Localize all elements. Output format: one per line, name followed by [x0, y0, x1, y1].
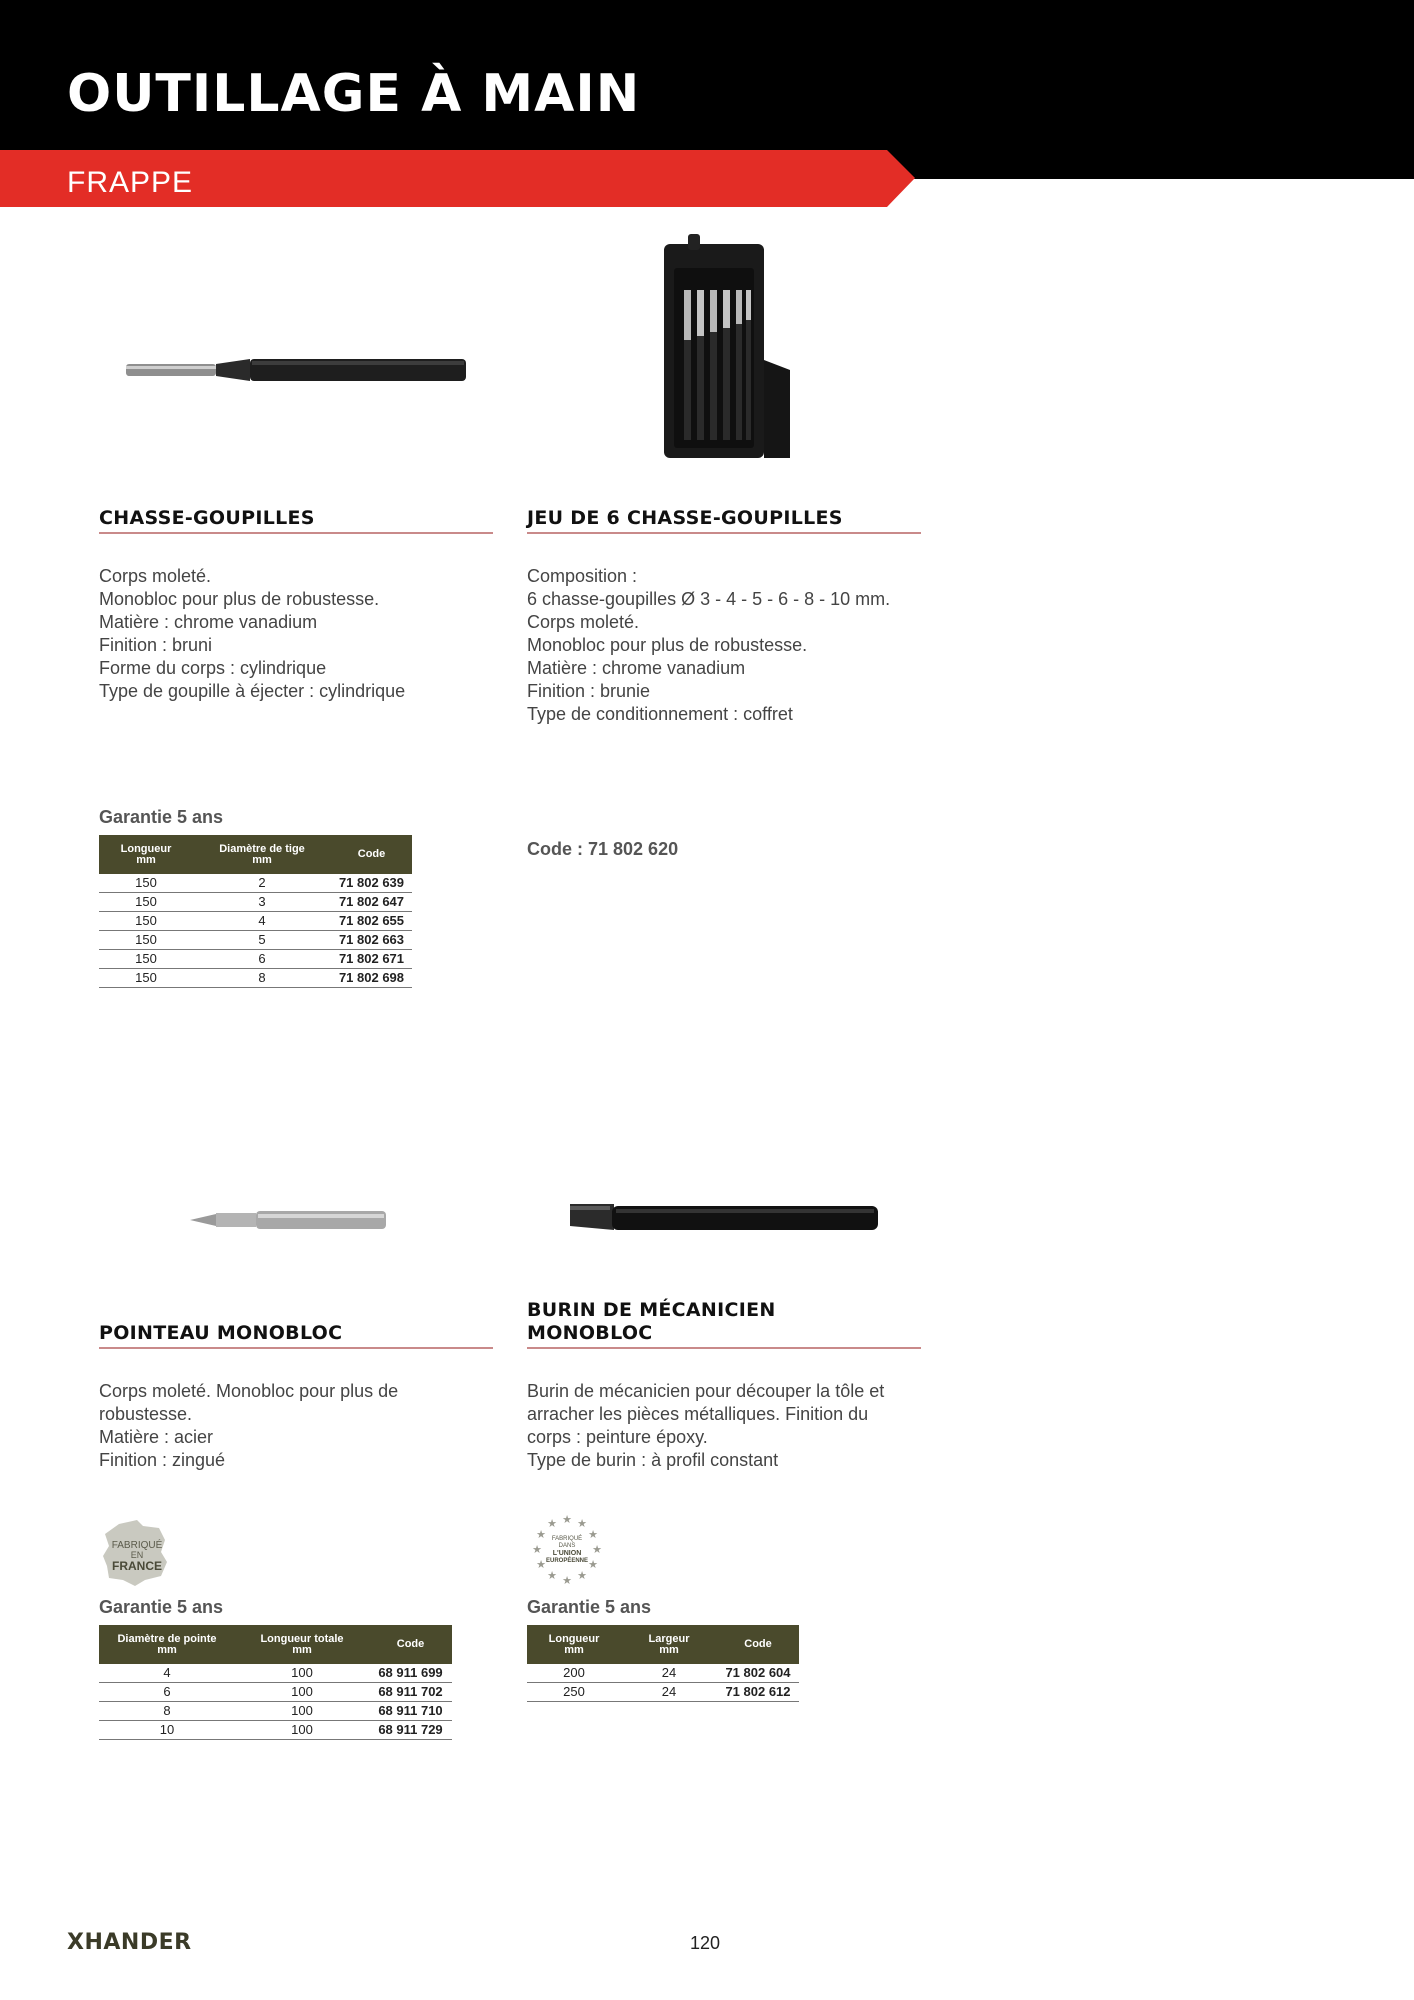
table-row: 150 2 71 802 639: [99, 874, 412, 893]
description-line: Finition : bruni: [99, 635, 213, 655]
description-line: Corps moleté. Monobloc pour plus de: [99, 1381, 399, 1401]
column-header: Diamètre de tige mm: [193, 835, 331, 874]
table-header-row: [99, 835, 412, 874]
product-description-chasse-goupilles: [99, 565, 405, 703]
description-line: Matière : chrome vanadium: [527, 658, 746, 678]
svg-text:★: ★: [577, 1517, 587, 1530]
product-description-jeu-chasse-goupilles: [527, 565, 890, 726]
warranty-label: Garantie 5 ans: [527, 1597, 652, 1617]
description-line: Type de goupille à éjecter : cylindrique: [99, 681, 406, 701]
page-number: 120: [690, 1933, 721, 1953]
svg-text:★: ★: [577, 1569, 587, 1582]
svg-text:L'UNION: L'UNION: [552, 1550, 582, 1557]
description-line: Finition : zingué: [99, 1450, 226, 1470]
brand-logo: XHANDER: [67, 1930, 192, 1955]
svg-text:★: ★: [588, 1528, 598, 1541]
svg-text:★: ★: [532, 1543, 542, 1556]
fabrique-union-europeenne-badge: [527, 1512, 607, 1592]
page-title: OUTILLAGE À MAIN: [67, 64, 641, 124]
svg-text:FABRIQUÉ: FABRIQUÉ: [551, 1536, 583, 1542]
column-header: Code: [331, 835, 412, 874]
product-title-burin: [527, 1299, 776, 1345]
spec-table-chasse-goupilles: [99, 835, 412, 988]
product-code: Code : 71 802 620: [527, 839, 679, 859]
description-line: arracher les pièces métalliques. Finition du: [527, 1404, 869, 1424]
description-line: Matière : chrome vanadium: [99, 612, 318, 632]
product-title-chasse-goupilles: CHASSE-GOUPILLES: [99, 507, 315, 529]
title-line: BURIN DE MÉCANICIEN: [527, 1299, 776, 1321]
description-line: Type de burin : à profil constant: [527, 1450, 779, 1470]
product-description-pointeau: [99, 1380, 398, 1472]
table-row: 150 8 71 802 698: [99, 969, 412, 988]
svg-text:★: ★: [547, 1569, 557, 1582]
table-header-row: [527, 1625, 799, 1664]
svg-text:★: ★: [536, 1558, 546, 1571]
product-title-pointeau: POINTEAU MONOBLOC: [99, 1322, 343, 1344]
table-row: 10 100 68 911 729: [99, 1721, 452, 1740]
chasse-goupilles-image: [120, 352, 470, 392]
title-underline: [99, 532, 493, 534]
spec-table-pointeau: [99, 1625, 452, 1740]
svg-text:★: ★: [588, 1558, 598, 1571]
table-row: 4 100 68 911 699: [99, 1664, 452, 1683]
warranty-label: Garantie 5 ans: [99, 807, 224, 827]
product-title-jeu-chasse-goupilles: JEU DE 6 CHASSE-GOUPILLES: [527, 507, 843, 529]
fabrique-en-france-badge: [99, 1518, 175, 1588]
burin-image: [568, 1200, 884, 1236]
title-line: MONOBLOC: [527, 1322, 653, 1344]
section-title: FRAPPE: [67, 166, 194, 199]
description-line: robustesse.: [99, 1404, 193, 1424]
pointeau-image: [186, 1208, 392, 1232]
description-line: corps : peinture époxy.: [527, 1427, 708, 1447]
description-line: 6 chasse-goupilles Ø 3 - 4 - 5 - 6 - 8 - 10 mm.: [527, 589, 891, 609]
description-line: Corps moleté.: [527, 612, 640, 632]
column-header: Longueur totale mm: [235, 1625, 369, 1664]
description-line: Composition :: [527, 566, 638, 586]
svg-text:★: ★: [592, 1543, 602, 1556]
description-line: Burin de mécanicien pour découper la tôle et: [527, 1381, 885, 1401]
description-line: Monobloc pour plus de robustesse.: [527, 635, 808, 655]
description-line: Corps moleté.: [99, 566, 212, 586]
svg-text:★: ★: [562, 1513, 572, 1526]
column-header: Code: [369, 1625, 452, 1664]
svg-text:EN: EN: [130, 1550, 144, 1560]
svg-text:FRANCE: FRANCE: [112, 1559, 162, 1573]
product-description-burin: [527, 1380, 884, 1472]
table-header-row: [99, 1625, 452, 1664]
description-line: Monobloc pour plus de robustesse.: [99, 589, 380, 609]
table-row: 250 24 71 802 612: [527, 1683, 799, 1702]
svg-text:★: ★: [536, 1528, 546, 1541]
spec-table-burin: [527, 1625, 799, 1702]
table-row: 8 100 68 911 710: [99, 1702, 452, 1721]
description-line: Type de conditionnement : coffret: [527, 704, 793, 724]
description-line: Forme du corps : cylindrique: [99, 658, 327, 678]
svg-text:★: ★: [547, 1517, 557, 1530]
table-row: 150 4 71 802 655: [99, 912, 412, 931]
svg-text:EUROPÉENNE: EUROPÉENNE: [545, 1558, 589, 1564]
svg-text:FABRIQUÉ: FABRIQUÉ: [111, 1540, 163, 1551]
table-row: 150 6 71 802 671: [99, 950, 412, 969]
svg-text:★: ★: [562, 1574, 572, 1587]
column-header: Code: [717, 1625, 799, 1664]
jeu-chasse-goupilles-image: [660, 230, 800, 470]
description-line: Matière : acier: [99, 1427, 214, 1447]
warranty-label: Garantie 5 ans: [99, 1597, 224, 1617]
title-underline: [99, 1347, 493, 1349]
table-row: 150 3 71 802 647: [99, 893, 412, 912]
column-header: Longueur mm: [527, 1625, 621, 1664]
column-header: Largeur mm: [621, 1625, 717, 1664]
title-underline: [527, 1347, 921, 1349]
column-header: Longueur mm: [99, 835, 193, 874]
description-line: Finition : brunie: [527, 681, 651, 701]
svg-text:DANS: DANS: [558, 1543, 576, 1549]
title-underline: [527, 532, 921, 534]
table-row: 200 24 71 802 604: [527, 1664, 799, 1683]
table-row: 150 5 71 802 663: [99, 931, 412, 950]
table-row: 6 100 68 911 702: [99, 1683, 452, 1702]
column-header: Diamètre de pointe mm: [99, 1625, 235, 1664]
